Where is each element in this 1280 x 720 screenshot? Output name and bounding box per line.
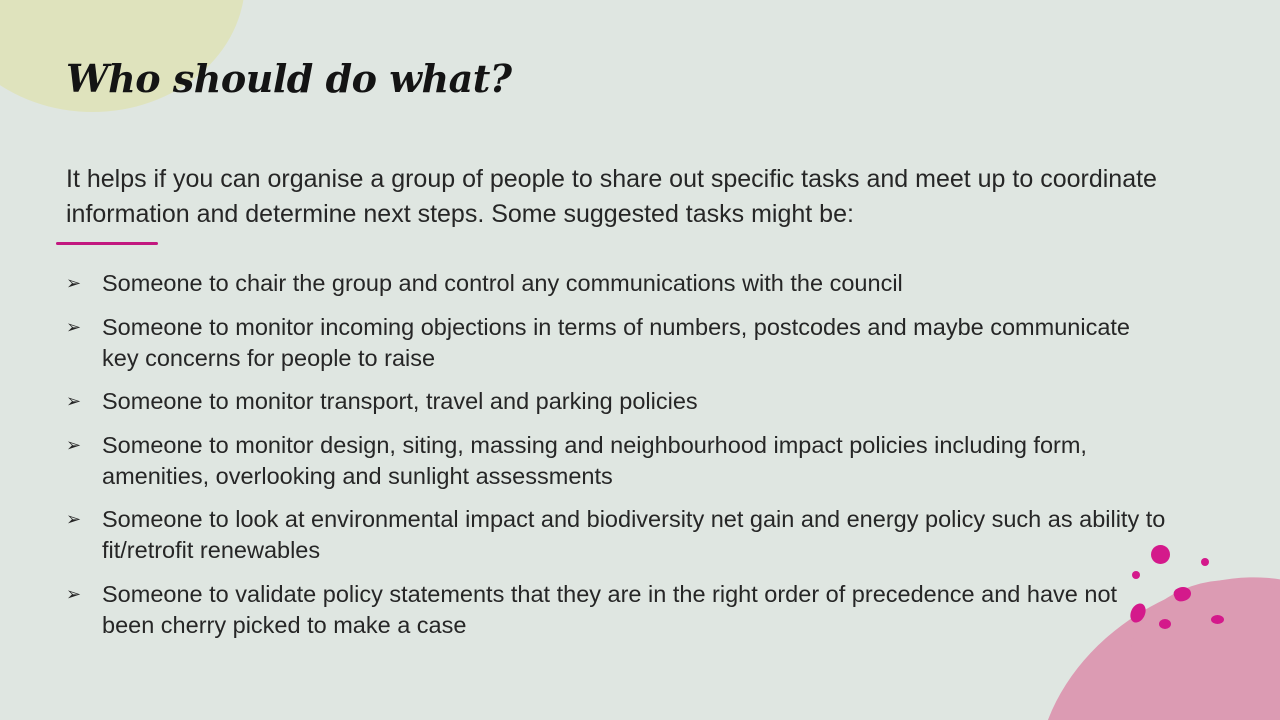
slide-title: Who should do what? xyxy=(66,56,512,101)
arrow-bullet-icon: ➢ xyxy=(66,316,82,337)
list-item xyxy=(66,579,1166,641)
list-item xyxy=(66,430,1166,492)
task-text: Someone to monitor transport, travel and parking policies xyxy=(102,388,698,414)
decorative-dot xyxy=(1201,558,1209,566)
list-item xyxy=(66,504,1166,566)
arrow-bullet-icon: ➢ xyxy=(66,509,82,529)
list-item xyxy=(66,312,1166,374)
accent-underline xyxy=(56,242,158,245)
arrow-bullet-icon: ➢ xyxy=(66,391,82,411)
intro-text: It helps if you can organise a group of people to share out specific tasks and meet up to coordinate information and determine next steps. Some suggested tasks might be: xyxy=(66,165,1157,228)
arrow-bullet-icon: ➢ xyxy=(66,583,82,604)
arrow-bullet-icon: ➢ xyxy=(66,273,82,293)
arrow-bullet-icon: ➢ xyxy=(66,434,82,455)
task-text: Someone to monitor incoming objections in terms of numbers, postcodes and maybe communicate key concerns for people to raise xyxy=(102,313,1130,371)
list-item xyxy=(66,386,1166,417)
task-text: Someone to validate policy statements that they are in the right order of precedence and have not been cherry picked to make a case xyxy=(102,580,1118,638)
decorative-dot xyxy=(1211,615,1224,624)
task-text: Someone to monitor design, siting, massing and neighbourhood impact policies including form, amenities, overlooking and sunlight assessments xyxy=(102,431,1087,489)
task-list xyxy=(66,268,1166,653)
list-item xyxy=(66,268,1166,299)
task-text: Someone to look at environmental impact and biodiversity net gain and energy policy such as ability to fit/retrofit renewables xyxy=(102,506,1166,563)
task-text: Someone to chair the group and control any communications with the council xyxy=(102,270,903,296)
